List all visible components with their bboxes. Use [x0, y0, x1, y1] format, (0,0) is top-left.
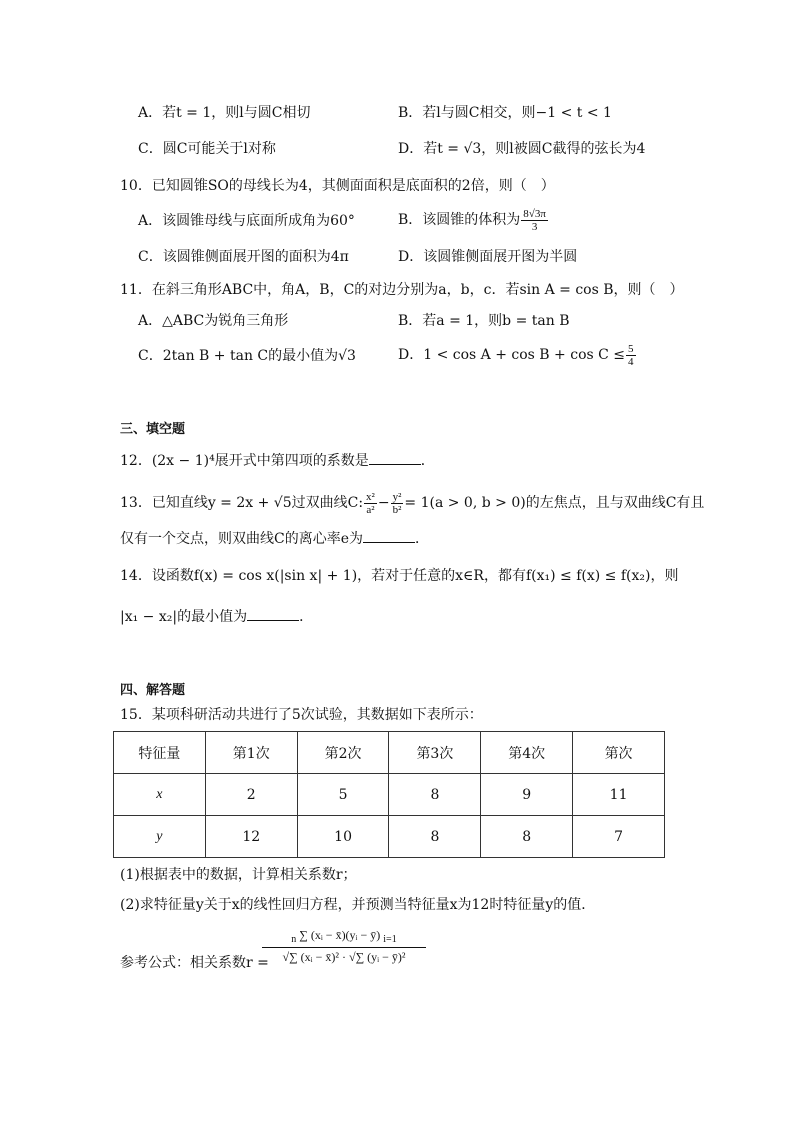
q13-line1 [120, 488, 704, 518]
table-header-cell: 第次 [573, 732, 665, 774]
table-cell: 8 [389, 816, 481, 858]
section-fill-in-title: 三、填空题 [120, 422, 186, 437]
answer-blank [369, 452, 421, 465]
q12-text: 12．(2x − 1)⁴展开式中第四项的系数是 [120, 453, 369, 469]
q13-fraction-y [391, 491, 404, 516]
q13-end: ． [415, 531, 429, 547]
q14-line2 [120, 608, 313, 626]
q11-option-b: B．若a = 1，则b = tan B [398, 313, 570, 329]
q14-line1: 14．设函数f(x) = cos x(|sin x| + 1)，若对于任意的x∈R，都有f(x₁) ≤ f(x) ≤ f(x₂)，则 [120, 568, 679, 584]
q15-part2: (2)求特征量y关于x的线性回归方程，并预测当特征量x为12时特征量y的值． [120, 897, 596, 913]
sum-index-lower: i=1 [383, 934, 397, 945]
table-cell: 7 [573, 816, 665, 858]
q12-end: ． [420, 453, 435, 469]
answer-blank [363, 530, 415, 543]
table-header-cell: 第1次 [205, 732, 297, 774]
experiment-data-table [113, 731, 665, 858]
q11-option-d [398, 341, 637, 369]
q10-option-a: A．该圆锥母线与底面所成角为60° [138, 213, 355, 229]
q11-option-d-fraction [626, 343, 636, 368]
q9-option-c: C．圆C可能关于l对称 [138, 141, 276, 157]
table-header-cell: 第2次 [297, 732, 389, 774]
table-cell: 11 [573, 774, 665, 816]
q11-option-d-text: D．1 < cos A + cos B + cos C ≤ [398, 347, 626, 363]
q15-part1: (1)根据表中的数据，计算相关系数r； [120, 867, 357, 883]
q13-line2-text: 仅有一个交点，则双曲线C的离心率e为 [120, 531, 363, 547]
correlation-formula [262, 928, 426, 965]
table-row-label: y [114, 816, 206, 858]
table-cell: 10 [297, 816, 389, 858]
formula-numerator-text: ∑ (xᵢ − x̄)(yᵢ − ȳ) [299, 928, 381, 942]
q14-line2-text: |x₁ − x₂|的最小值为 [120, 609, 248, 625]
section-solutions-title: 四、解答题 [120, 683, 186, 698]
q11-stem: 11．在斜三角形ABC中，角A，B，C的对边分别为a，b，c．若sin A = cos B，则（ ） [120, 282, 684, 298]
q12 [120, 452, 435, 470]
q13-part2: = 1(a > 0, b > 0)的左焦点，且与双曲线C有且 [404, 495, 705, 511]
table-cell: 9 [481, 774, 573, 816]
table-cell: 2 [205, 774, 297, 816]
table-cell: 8 [481, 816, 573, 858]
formula-numerator [262, 928, 426, 948]
table-row-label: x [114, 774, 206, 816]
q13-f2-numerator: y² [392, 490, 402, 503]
answer-blank [247, 608, 299, 621]
q13-f2-denominator: b² [392, 503, 402, 516]
table-header-cell: 第3次 [389, 732, 481, 774]
q13-minus: − [377, 495, 390, 511]
table-header-cell: 第4次 [481, 732, 573, 774]
q11-option-c: C．2tan B + tan C的最小值为√3 [138, 348, 356, 364]
q10-stem: 10．已知圆锥SO的母线长为4，其侧面面积是底面积的2倍，则（ ） [120, 178, 555, 194]
q11-d-numerator: 5 [628, 342, 634, 355]
q10-b-numerator: 8√3π [523, 207, 546, 220]
q11-option-a: A．△ABC为锐角三角形 [138, 313, 289, 329]
table-row [114, 774, 665, 816]
q11-d-denominator: 4 [628, 355, 634, 368]
table-row [114, 816, 665, 858]
q13-line2 [120, 530, 429, 548]
table-cell: 8 [389, 774, 481, 816]
q10-option-d: D．该圆锥侧面展开图为半圆 [398, 249, 578, 265]
q10-option-c: C．该圆锥侧面展开图的面积为4π [138, 249, 349, 265]
q13-f1-denominator: a² [366, 503, 375, 516]
q9-option-d: D．若t = √3，则l被圆C截得的弦长为4 [398, 141, 646, 157]
q9-option-a: A．若t = 1，则l与圆C相切 [138, 105, 311, 121]
q10-b-denominator: 3 [531, 220, 538, 233]
table-cell: 5 [297, 774, 389, 816]
table-cell: 12 [205, 816, 297, 858]
q15-stem: 15．某项科研活动共进行了5次试验，其数据如下表所示： [120, 707, 483, 723]
reference-formula-label: 参考公式：相关系数r = [120, 955, 269, 971]
q13-part1: 13．已知直线y = 2x + √5过双曲线C: [120, 495, 364, 511]
q14-end: ． [299, 609, 314, 625]
q13-f1-numerator: x² [366, 490, 375, 503]
sum-index-upper: n [291, 934, 297, 945]
q10-option-b-fraction [521, 208, 548, 233]
table-header-row [114, 732, 665, 774]
formula-denominator: √∑ (xᵢ − x̄)² · √∑ (yᵢ − ȳ)² [282, 950, 406, 964]
q9-option-b: B．若l与圆C相交，则−1 < t < 1 [398, 105, 612, 121]
table-header-cell: 特征量 [114, 732, 206, 774]
q10-option-b-text: B．该圆锥的体积为 [398, 212, 521, 228]
q10-option-b [398, 206, 549, 234]
q13-fraction-x [364, 491, 377, 516]
